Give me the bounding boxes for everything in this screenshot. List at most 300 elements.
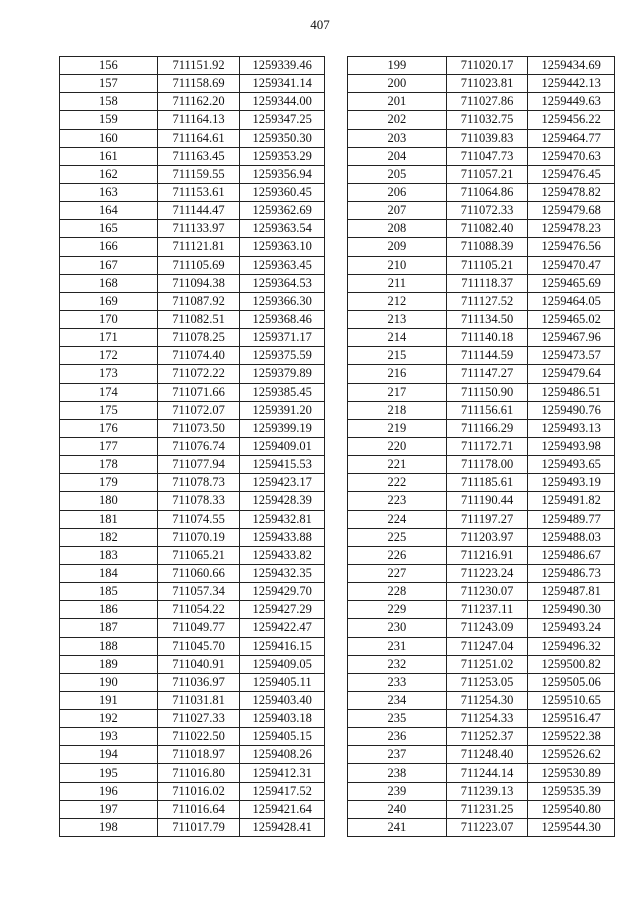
coordinates-table-right [347,56,615,837]
x-coordinate-cell: 711057.21 [446,165,528,183]
y-coordinate-cell: 1259427.29 [240,601,325,619]
x-coordinate-cell: 711223.24 [446,564,528,582]
point-number-cell: 157 [60,75,158,93]
x-coordinate-cell: 711216.91 [446,546,528,564]
y-coordinate-cell: 1259423.17 [240,474,325,492]
point-number-cell: 213 [348,310,447,328]
point-number-cell: 237 [348,746,447,764]
y-coordinate-cell: 1259379.89 [240,365,325,383]
point-number-cell: 195 [60,764,158,782]
y-coordinate-cell: 1259493.13 [528,419,615,437]
table-row [60,57,325,75]
y-coordinate-cell: 1259493.24 [528,619,615,637]
point-number-cell: 214 [348,329,447,347]
x-coordinate-cell: 711018.97 [157,746,240,764]
table-row [348,528,615,546]
point-number-cell: 231 [348,637,447,655]
table-row [60,93,325,111]
x-coordinate-cell: 711239.13 [446,782,528,800]
y-coordinate-cell: 1259442.13 [528,75,615,93]
point-number-cell: 203 [348,129,447,147]
table-row [348,310,615,328]
y-coordinate-cell: 1259428.41 [240,818,325,836]
x-coordinate-cell: 711118.37 [446,274,528,292]
table-row [348,583,615,601]
x-coordinate-cell: 711065.21 [157,546,240,564]
point-number-cell: 197 [60,800,158,818]
y-coordinate-cell: 1259403.40 [240,691,325,709]
point-number-cell: 233 [348,673,447,691]
table-row [60,637,325,655]
table-row [348,75,615,93]
y-coordinate-cell: 1259473.57 [528,347,615,365]
x-coordinate-cell: 711032.75 [446,111,528,129]
table-row [348,764,615,782]
point-number-cell: 210 [348,256,447,274]
x-coordinate-cell: 711016.80 [157,764,240,782]
y-coordinate-cell: 1259403.18 [240,710,325,728]
table-row [348,800,615,818]
x-coordinate-cell: 711088.39 [446,238,528,256]
point-number-cell: 168 [60,274,158,292]
y-coordinate-cell: 1259530.89 [528,764,615,782]
table-row [348,93,615,111]
x-coordinate-cell: 711147.27 [446,365,528,383]
table-row [348,274,615,292]
y-coordinate-cell: 1259478.82 [528,183,615,201]
table-row [348,655,615,673]
table-row [348,637,615,655]
y-coordinate-cell: 1259432.35 [240,564,325,582]
y-coordinate-cell: 1259364.53 [240,274,325,292]
y-coordinate-cell: 1259490.76 [528,401,615,419]
point-number-cell: 172 [60,347,158,365]
table-row [348,147,615,165]
y-coordinate-cell: 1259362.69 [240,202,325,220]
table-row [60,728,325,746]
point-number-cell: 183 [60,546,158,564]
table-row [348,238,615,256]
point-number-cell: 235 [348,710,447,728]
table-row [348,510,615,528]
table-row [60,510,325,528]
y-coordinate-cell: 1259409.05 [240,655,325,673]
point-number-cell: 179 [60,474,158,492]
table-row [348,492,615,510]
x-coordinate-cell: 711156.61 [446,401,528,419]
y-coordinate-cell: 1259491.82 [528,492,615,510]
table-row [60,347,325,365]
table-row [60,474,325,492]
x-coordinate-cell: 711016.64 [157,800,240,818]
y-coordinate-cell: 1259368.46 [240,310,325,328]
point-number-cell: 204 [348,147,447,165]
y-coordinate-cell: 1259350.30 [240,129,325,147]
y-coordinate-cell: 1259360.45 [240,183,325,201]
point-number-cell: 158 [60,93,158,111]
y-coordinate-cell: 1259493.65 [528,456,615,474]
y-coordinate-cell: 1259487.81 [528,583,615,601]
point-number-cell: 164 [60,202,158,220]
point-number-cell: 182 [60,528,158,546]
x-coordinate-cell: 711074.55 [157,510,240,528]
x-coordinate-cell: 711251.02 [446,655,528,673]
y-coordinate-cell: 1259479.68 [528,202,615,220]
point-number-cell: 202 [348,111,447,129]
point-number-cell: 229 [348,601,447,619]
table-row [60,329,325,347]
point-number-cell: 221 [348,456,447,474]
y-coordinate-cell: 1259476.45 [528,165,615,183]
x-coordinate-cell: 711185.61 [446,474,528,492]
x-coordinate-cell: 711045.70 [157,637,240,655]
point-number-cell: 236 [348,728,447,746]
x-coordinate-cell: 711047.73 [446,147,528,165]
table-row [60,419,325,437]
table-row [348,691,615,709]
x-coordinate-cell: 711078.25 [157,329,240,347]
point-number-cell: 175 [60,401,158,419]
y-coordinate-cell: 1259464.77 [528,129,615,147]
x-coordinate-cell: 711178.00 [446,456,528,474]
y-coordinate-cell: 1259467.96 [528,329,615,347]
x-coordinate-cell: 711071.66 [157,383,240,401]
point-number-cell: 169 [60,292,158,310]
y-coordinate-cell: 1259540.80 [528,800,615,818]
x-coordinate-cell: 711247.04 [446,637,528,655]
x-coordinate-cell: 711248.40 [446,746,528,764]
table-row [60,764,325,782]
x-coordinate-cell: 711074.40 [157,347,240,365]
y-coordinate-cell: 1259544.30 [528,818,615,836]
coordinates-table-left [59,56,325,837]
x-coordinate-cell: 711060.66 [157,564,240,582]
point-number-cell: 200 [348,75,447,93]
table-row [348,782,615,800]
point-number-cell: 184 [60,564,158,582]
y-coordinate-cell: 1259417.52 [240,782,325,800]
y-coordinate-cell: 1259493.19 [528,474,615,492]
y-coordinate-cell: 1259465.02 [528,310,615,328]
y-coordinate-cell: 1259433.82 [240,546,325,564]
x-coordinate-cell: 711150.90 [446,383,528,401]
x-coordinate-cell: 711057.34 [157,583,240,601]
point-number-cell: 180 [60,492,158,510]
y-coordinate-cell: 1259470.47 [528,256,615,274]
table-row [60,274,325,292]
point-number-cell: 219 [348,419,447,437]
point-number-cell: 190 [60,673,158,691]
table-row [348,673,615,691]
table-row [60,601,325,619]
point-number-cell: 191 [60,691,158,709]
point-number-cell: 192 [60,710,158,728]
table-row [60,310,325,328]
table-row [60,183,325,201]
point-number-cell: 159 [60,111,158,129]
point-number-cell: 167 [60,256,158,274]
point-number-cell: 232 [348,655,447,673]
y-coordinate-cell: 1259391.20 [240,401,325,419]
point-number-cell: 207 [348,202,447,220]
table-row [60,238,325,256]
point-number-cell: 223 [348,492,447,510]
table-row [60,746,325,764]
y-coordinate-cell: 1259341.14 [240,75,325,93]
point-number-cell: 156 [60,57,158,75]
x-coordinate-cell: 711127.52 [446,292,528,310]
y-coordinate-cell: 1259415.53 [240,456,325,474]
table-row [348,292,615,310]
table-row [60,710,325,728]
y-coordinate-cell: 1259432.81 [240,510,325,528]
table-row [60,528,325,546]
x-coordinate-cell: 711231.25 [446,800,528,818]
x-coordinate-cell: 711159.55 [157,165,240,183]
y-coordinate-cell: 1259429.70 [240,583,325,601]
table-row [348,256,615,274]
y-coordinate-cell: 1259366.30 [240,292,325,310]
x-coordinate-cell: 711070.19 [157,528,240,546]
table-row [60,655,325,673]
point-number-cell: 206 [348,183,447,201]
y-coordinate-cell: 1259371.17 [240,329,325,347]
x-coordinate-cell: 711144.59 [446,347,528,365]
x-coordinate-cell: 711094.38 [157,274,240,292]
x-coordinate-cell: 711027.86 [446,93,528,111]
x-coordinate-cell: 711254.33 [446,710,528,728]
point-number-cell: 215 [348,347,447,365]
point-number-cell: 208 [348,220,447,238]
table-row [348,165,615,183]
y-coordinate-cell: 1259516.47 [528,710,615,728]
y-coordinate-cell: 1259356.94 [240,165,325,183]
y-coordinate-cell: 1259409.01 [240,437,325,455]
point-number-cell: 196 [60,782,158,800]
table-row [348,710,615,728]
x-coordinate-cell: 711082.40 [446,220,528,238]
x-coordinate-cell: 711077.94 [157,456,240,474]
y-coordinate-cell: 1259470.63 [528,147,615,165]
x-coordinate-cell: 711153.61 [157,183,240,201]
x-coordinate-cell: 711027.33 [157,710,240,728]
y-coordinate-cell: 1259363.45 [240,256,325,274]
y-coordinate-cell: 1259526.62 [528,746,615,764]
x-coordinate-cell: 711078.33 [157,492,240,510]
x-coordinate-cell: 711072.07 [157,401,240,419]
x-coordinate-cell: 711144.47 [157,202,240,220]
table-row [60,619,325,637]
point-number-cell: 224 [348,510,447,528]
x-coordinate-cell: 711151.92 [157,57,240,75]
y-coordinate-cell: 1259416.15 [240,637,325,655]
y-coordinate-cell: 1259428.39 [240,492,325,510]
table-row [60,437,325,455]
y-coordinate-cell: 1259486.51 [528,383,615,401]
point-number-cell: 209 [348,238,447,256]
x-coordinate-cell: 711133.97 [157,220,240,238]
table-row [348,456,615,474]
x-coordinate-cell: 711022.50 [157,728,240,746]
table-row [60,456,325,474]
x-coordinate-cell: 711164.61 [157,129,240,147]
y-coordinate-cell: 1259385.45 [240,383,325,401]
point-number-cell: 188 [60,637,158,655]
y-coordinate-cell: 1259344.00 [240,93,325,111]
table-row [348,419,615,437]
y-coordinate-cell: 1259412.31 [240,764,325,782]
x-coordinate-cell: 711016.02 [157,782,240,800]
x-coordinate-cell: 711252.37 [446,728,528,746]
point-number-cell: 205 [348,165,447,183]
y-coordinate-cell: 1259505.06 [528,673,615,691]
table-row [348,365,615,383]
y-coordinate-cell: 1259490.30 [528,601,615,619]
x-coordinate-cell: 711203.97 [446,528,528,546]
point-number-cell: 170 [60,310,158,328]
table-row [60,401,325,419]
point-number-cell: 239 [348,782,447,800]
y-coordinate-cell: 1259449.63 [528,93,615,111]
y-coordinate-cell: 1259375.59 [240,347,325,365]
x-coordinate-cell: 711134.50 [446,310,528,328]
point-number-cell: 212 [348,292,447,310]
table-row [348,383,615,401]
y-coordinate-cell: 1259405.11 [240,673,325,691]
point-number-cell: 227 [348,564,447,582]
point-number-cell: 228 [348,583,447,601]
table-row [348,183,615,201]
x-coordinate-cell: 711163.45 [157,147,240,165]
point-number-cell: 240 [348,800,447,818]
table-row [60,111,325,129]
y-coordinate-cell: 1259456.22 [528,111,615,129]
x-coordinate-cell: 711076.74 [157,437,240,455]
y-coordinate-cell: 1259399.19 [240,419,325,437]
x-coordinate-cell: 711049.77 [157,619,240,637]
table-row [60,492,325,510]
table-row [348,329,615,347]
y-coordinate-cell: 1259486.67 [528,546,615,564]
point-number-cell: 160 [60,129,158,147]
y-coordinate-cell: 1259363.54 [240,220,325,238]
table-row [60,691,325,709]
table-row [60,256,325,274]
x-coordinate-cell: 711190.44 [446,492,528,510]
point-number-cell: 171 [60,329,158,347]
x-coordinate-cell: 711036.97 [157,673,240,691]
point-number-cell: 177 [60,437,158,455]
point-number-cell: 230 [348,619,447,637]
x-coordinate-cell: 711197.27 [446,510,528,528]
x-coordinate-cell: 711017.79 [157,818,240,836]
x-coordinate-cell: 711064.86 [446,183,528,201]
y-coordinate-cell: 1259353.29 [240,147,325,165]
x-coordinate-cell: 711244.14 [446,764,528,782]
point-number-cell: 176 [60,419,158,437]
point-number-cell: 162 [60,165,158,183]
table-row [348,474,615,492]
point-number-cell: 193 [60,728,158,746]
x-coordinate-cell: 711020.17 [446,57,528,75]
x-coordinate-cell: 711023.81 [446,75,528,93]
table-row [348,111,615,129]
table-row [348,401,615,419]
x-coordinate-cell: 711140.18 [446,329,528,347]
point-number-cell: 194 [60,746,158,764]
x-coordinate-cell: 711164.13 [157,111,240,129]
y-coordinate-cell: 1259339.46 [240,57,325,75]
x-coordinate-cell: 711105.21 [446,256,528,274]
point-number-cell: 163 [60,183,158,201]
y-coordinate-cell: 1259421.64 [240,800,325,818]
table-row [60,220,325,238]
y-coordinate-cell: 1259489.77 [528,510,615,528]
point-number-cell: 201 [348,93,447,111]
x-coordinate-cell: 711078.73 [157,474,240,492]
page-number: 407 [310,17,330,32]
y-coordinate-cell: 1259363.10 [240,238,325,256]
y-coordinate-cell: 1259464.05 [528,292,615,310]
y-coordinate-cell: 1259476.56 [528,238,615,256]
point-number-cell: 186 [60,601,158,619]
table-row [348,220,615,238]
point-number-cell: 211 [348,274,447,292]
x-coordinate-cell: 711054.22 [157,601,240,619]
point-number-cell: 225 [348,528,447,546]
y-coordinate-cell: 1259465.69 [528,274,615,292]
y-coordinate-cell: 1259522.38 [528,728,615,746]
y-coordinate-cell: 1259496.32 [528,637,615,655]
point-number-cell: 226 [348,546,447,564]
y-coordinate-cell: 1259422.47 [240,619,325,637]
point-number-cell: 220 [348,437,447,455]
table-row [60,583,325,601]
point-number-cell: 218 [348,401,447,419]
y-coordinate-cell: 1259500.82 [528,655,615,673]
table-row [60,292,325,310]
table-row [60,383,325,401]
x-coordinate-cell: 711087.92 [157,292,240,310]
table-row [60,546,325,564]
point-number-cell: 238 [348,764,447,782]
point-number-cell: 187 [60,619,158,637]
table-row [348,746,615,764]
table-row [60,564,325,582]
x-coordinate-cell: 711158.69 [157,75,240,93]
point-number-cell: 216 [348,365,447,383]
x-coordinate-cell: 711243.09 [446,619,528,637]
x-coordinate-cell: 711254.30 [446,691,528,709]
point-number-cell: 199 [348,57,447,75]
point-number-cell: 178 [60,456,158,474]
point-number-cell: 189 [60,655,158,673]
point-number-cell: 181 [60,510,158,528]
table-row [348,601,615,619]
y-coordinate-cell: 1259493.98 [528,437,615,455]
x-coordinate-cell: 711072.33 [446,202,528,220]
y-coordinate-cell: 1259433.88 [240,528,325,546]
table-row [348,546,615,564]
point-number-cell: 166 [60,238,158,256]
point-number-cell: 161 [60,147,158,165]
x-coordinate-cell: 711073.50 [157,419,240,437]
table-row [348,437,615,455]
y-coordinate-cell: 1259510.65 [528,691,615,709]
point-number-cell: 185 [60,583,158,601]
point-number-cell: 222 [348,474,447,492]
table-row [60,202,325,220]
